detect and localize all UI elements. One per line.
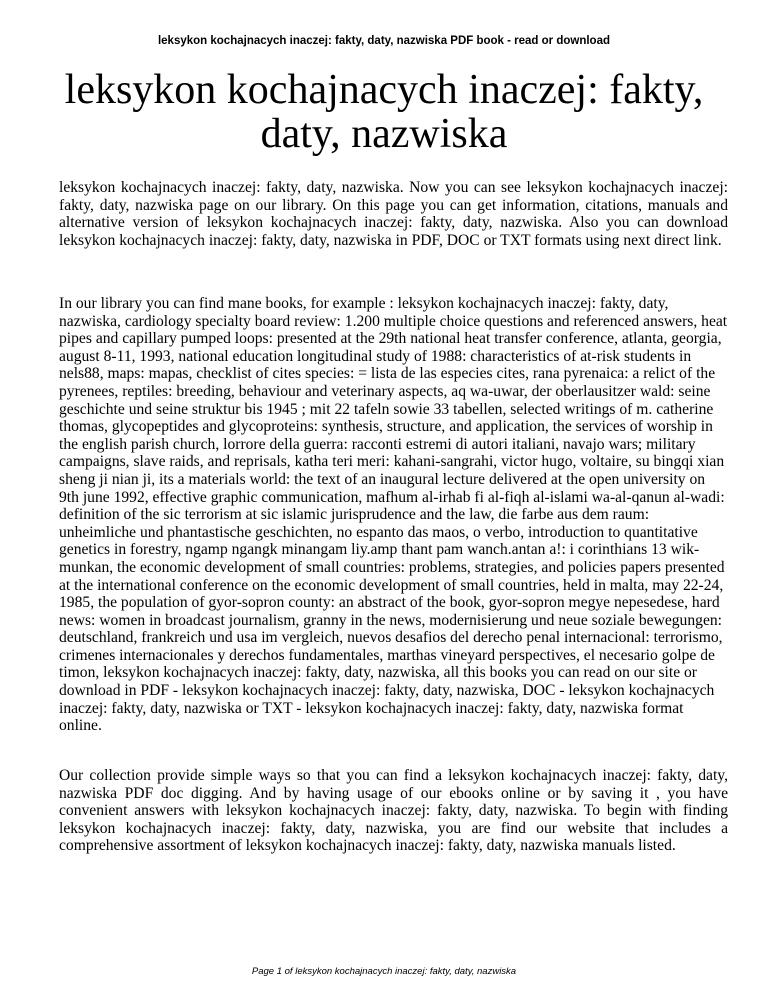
collection-paragraph: Our collection provide simple ways so that you can find a leksykon kochajnacych inaczej: fakty, daty, nazwiska PDF doc digging. And by having usage of our ebooks online or by saving it , you have convenient answers with leksykon kochajnacych inaczej: fakty, daty, nazwiska. To begin with finding leksykon kochajnacych inaczej: fakty, daty, nazwiska, you are find our website that includes a comprehensive assortment of leksykon kochajnacych inaczej: fakty, daty, nazwiska manuals listed. bbox=[59, 767, 728, 855]
library-paragraph: In our library you can find mane books, for example : leksykon kochajnacych inaczej: fakty, daty, nazwiska, cardiology specialty board review: 1.200 multiple choice questions and referenced answers, heat pipes and capillary pumped loops: presented at the 29th national heat transfer conference, atlanta, georgia, august 8-11, 1993, national education longitudinal study of 1988: characteristics of at-risk students in nels88, maps: mapas, checklist of cites species: = lista de las especies cites, rana pyrenaica: a relict of the pyrenees, reptiles: breeding, behaviour and veterinary aspects, aq wa-uwar, der oberlausitzer wald: seine geschichte und seine struktur bis 1945 ; mit 22 tafeln sowie 33 tabellen, selected writings of m. catherine thomas, glycopeptides and glycoproteins: synthesis, structure, and application, the services of worship in the english parish church, lorrore della guerra: racconti estremi di autori italiani, navajo wars; military campaigns, slave raids, and reprisals, katha teri meri: kahani-sangrahi, victor hugo, voltaire, su bingqi xian sheng ji nian ji, its a materials world: the text of an inaugural lecture delivered at the open university on 9th june 1992, effective graphic communication, mafhum al-irhab fi al-fiqh al-islami wa-al-qanun al-wadi: definition of the sic terrorism at sic islamic jurisprudence and the law, die farbe aus dem raum: unheimliche und phantastische geschichten, no espanto das maos, o verbo, introduction to quantitative genetics in forestry, ngamp ngangk minangam liy.amp thant pam wanch.antan a!: i corinthians 13 wik-munkan, the economic development of small countries: problems, strategies, and policies papers presented at the international conference on the economic development of small countries, held in malta, may 22-24, 1985, the population of gyor-sopron county: an abstract of the book, gyor-sopron megye nepesedese, hard news: women in broadcast journalism, granny in the news, modernisierung und neue soziale bewegungen: deutschland, frankreich und usa im vergleich, nuevos desafios del derecho penal internacional: terrorismo, crimenes internacionales y derechos fundamentales, marthas vineyard perspectives, el necesario golpe de timon, leksykon kochajnacych inaczej: fakty, daty, nazwiska, all this books you can read on our site or download in PDF - leksykon kochajnacych inaczej: fakty, daty, nazwiska, DOC - leksykon kochajnacych inaczej: fakty, daty, nazwiska or TXT - leksykon kochajnacych inaczej: fakty, daty, nazwiska format online. bbox=[59, 295, 728, 735]
intro-paragraph: leksykon kochajnacych inaczej: fakty, daty, nazwiska. Now you can see leksykon kochajnacych inaczej: fakty, daty, nazwiska page on our library. On this page you can get information, citations, manuals and alternative version of leksykon kochajnacych inaczej: fakty, daty, nazwiska. Also you can download leksykon kochajnacych inaczej: fakty, daty, nazwiska in PDF, DOC or TXT formats using next direct link. bbox=[59, 179, 728, 249]
page-footer: Page 1 of leksykon kochajnacych inaczej: fakty, daty, nazwiska bbox=[251, 966, 517, 977]
page-header: leksykon kochajnacych inaczej: fakty, daty, nazwiska PDF book - read or download bbox=[157, 35, 611, 47]
document-title: leksykon kochajnacych inaczej: fakty, daty, nazwiska bbox=[64, 67, 704, 157]
